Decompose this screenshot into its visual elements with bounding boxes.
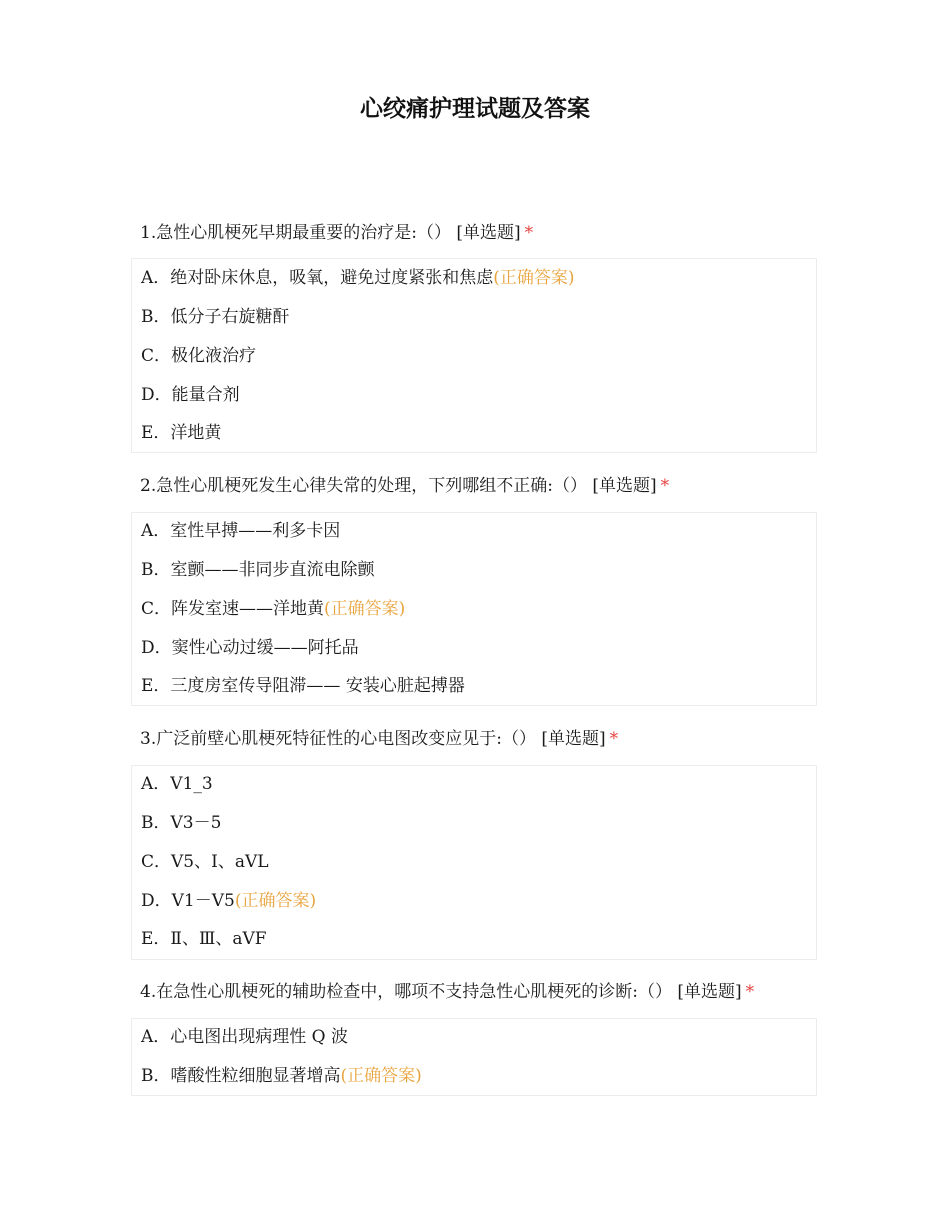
question-1 xyxy=(140,222,533,244)
question-text: 3.广泛前壁心肌梗死特征性的心电图改变应见于:（） xyxy=(140,729,536,749)
option-text: C．阵发室速——洋地黄 xyxy=(141,599,325,619)
option-text: C．极化液治疗 xyxy=(141,346,257,366)
option-text: D．能量合剂 xyxy=(141,385,240,405)
question-2 xyxy=(140,475,669,497)
options-box-1 xyxy=(131,258,817,453)
option-e[interactable] xyxy=(141,928,267,950)
option-b[interactable] xyxy=(141,1065,422,1087)
option-text: B．室颤——非同步直流电除颤 xyxy=(141,560,375,580)
option-e[interactable] xyxy=(141,422,221,444)
option-c[interactable] xyxy=(141,598,405,620)
options-box-2 xyxy=(131,512,817,706)
question-type: [单选题] xyxy=(592,476,657,496)
required-mark: * xyxy=(745,982,755,1002)
option-text: D．V1－V5 xyxy=(141,891,235,911)
option-b[interactable] xyxy=(141,812,221,834)
option-text: B．嗜酸性粒细胞显著增高 xyxy=(141,1066,341,1086)
question-4 xyxy=(140,981,754,1003)
options-box-3 xyxy=(131,765,817,960)
option-d[interactable] xyxy=(141,890,316,912)
option-c[interactable] xyxy=(141,345,256,367)
question-type: [单选题] xyxy=(456,223,521,243)
correct-answer-tag: (正确答案) xyxy=(340,1066,422,1086)
option-a[interactable] xyxy=(141,267,575,289)
option-text: C．V5、I、aVL xyxy=(141,852,269,872)
required-mark: * xyxy=(609,729,619,749)
option-text: E．Ⅱ、Ⅲ、aVF xyxy=(141,929,267,949)
correct-answer-tag: (正确答案) xyxy=(324,599,406,619)
correct-answer-tag: (正确答案) xyxy=(234,891,317,911)
option-text: A．心电图出现病理性 Q 波 xyxy=(141,1027,349,1047)
option-a[interactable] xyxy=(141,1026,348,1048)
option-d[interactable] xyxy=(141,637,359,659)
question-3 xyxy=(140,728,618,750)
option-text: A．室性早搏——利多卡因 xyxy=(141,521,341,541)
question-text: 2.急性心肌梗死发生心律失常的处理，下列哪组不正确:（） xyxy=(140,476,587,496)
question-text: 1.急性心肌梗死早期最重要的治疗是:（） xyxy=(140,223,451,243)
question-type: [单选题] xyxy=(677,982,742,1002)
required-mark: * xyxy=(660,476,670,496)
required-mark: * xyxy=(524,223,534,243)
option-text: D．窦性心动过缓——阿托品 xyxy=(141,638,359,658)
option-text: B．低分子右旋糖酐 xyxy=(141,307,290,327)
option-d[interactable] xyxy=(141,384,240,406)
option-b[interactable] xyxy=(141,306,290,328)
options-box-4 xyxy=(131,1018,817,1096)
option-a[interactable] xyxy=(141,773,213,795)
option-e[interactable] xyxy=(141,675,465,697)
option-b[interactable] xyxy=(141,559,375,581)
option-text: E．洋地黄 xyxy=(141,423,222,443)
option-text: A．V1_3 xyxy=(141,774,213,794)
correct-answer-tag: (正确答案) xyxy=(493,268,575,288)
question-text: 4.在急性心肌梗死的辅助检查中，哪项不支持急性心肌梗死的诊断:（） xyxy=(140,982,672,1002)
page-title: 心绞痛护理试题及答案 xyxy=(360,96,590,122)
option-c[interactable] xyxy=(141,851,269,873)
option-a[interactable] xyxy=(141,520,340,542)
question-type: [单选题] xyxy=(541,729,606,749)
option-text: E．三度房室传导阻滞—— 安装心脏起搏器 xyxy=(141,676,465,696)
option-text: A．绝对卧床休息，吸氧，避免过度紧张和焦虑 xyxy=(141,268,494,288)
option-text: B．V3－5 xyxy=(141,813,222,833)
